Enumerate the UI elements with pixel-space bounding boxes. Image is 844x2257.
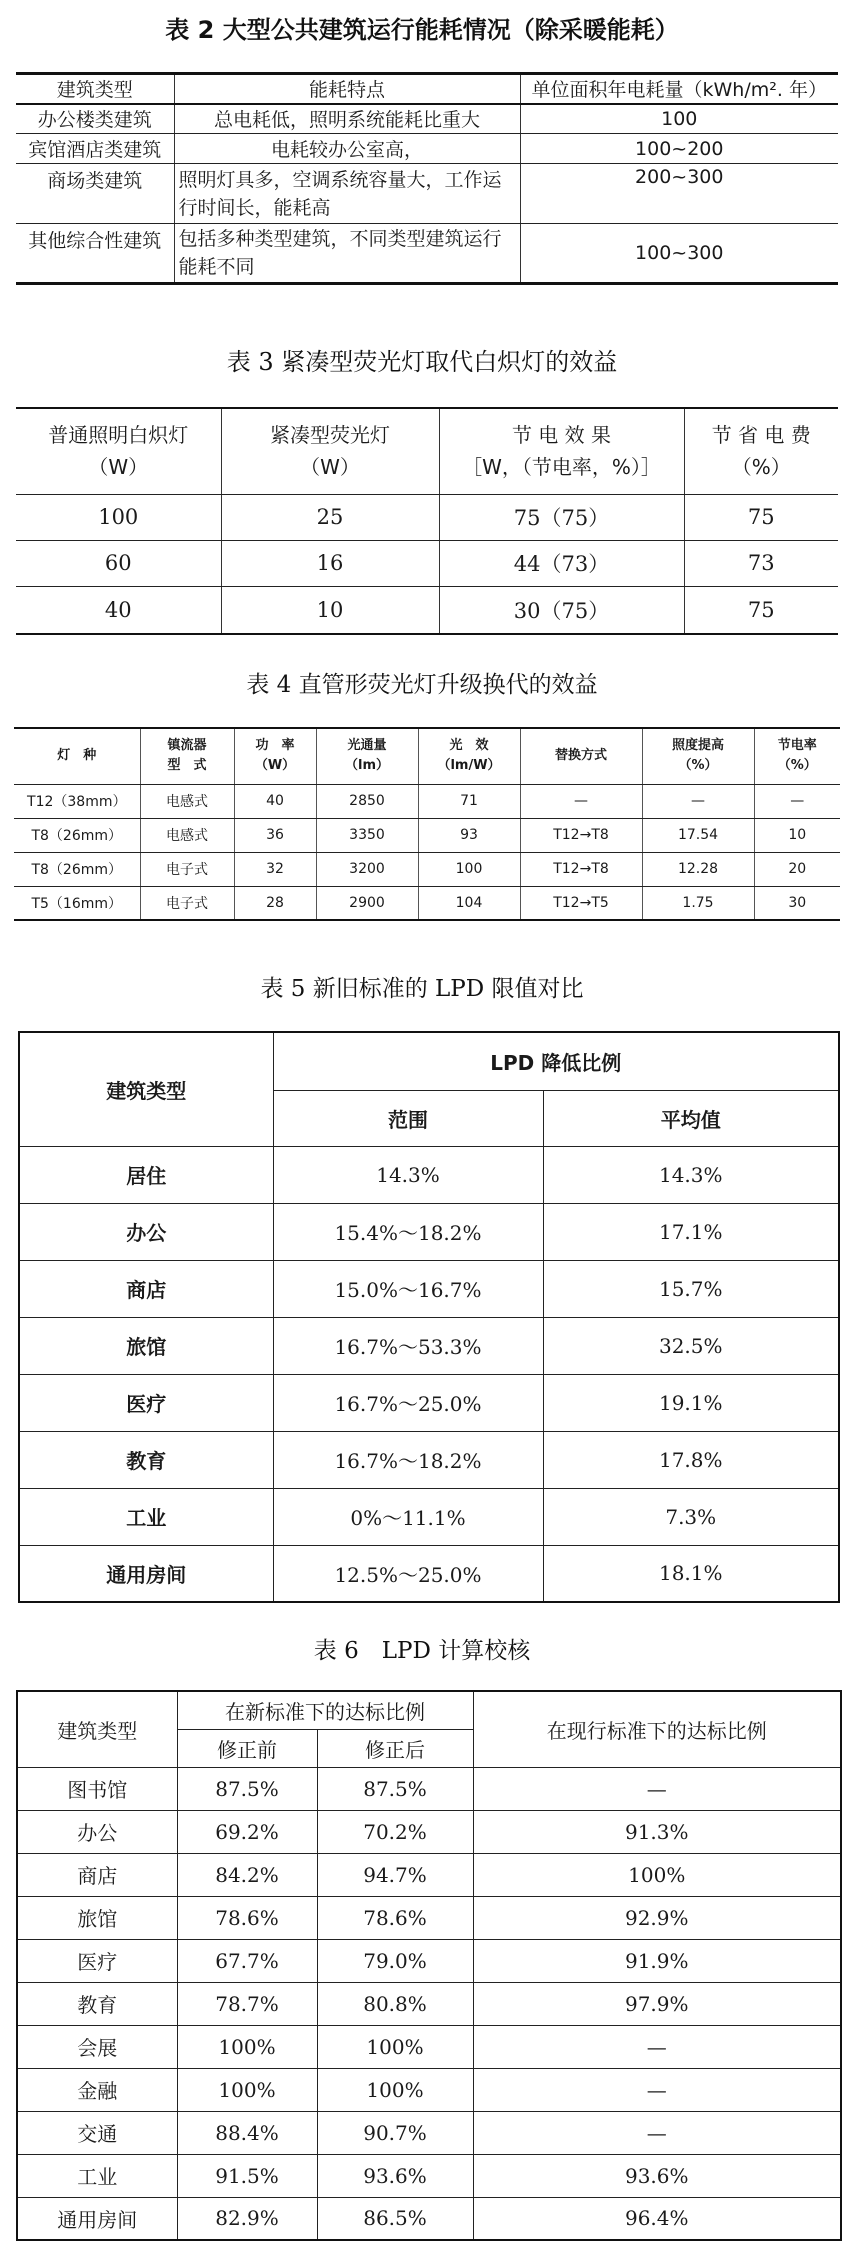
- table5-cell: 18.1%: [543, 1545, 839, 1602]
- table-row: [17, 1939, 841, 1982]
- table6-cell: 旅馆: [17, 1896, 177, 1939]
- header-line: 灯 种: [57, 748, 97, 764]
- table3-cell: 60: [16, 540, 221, 586]
- table3-cell: 100: [16, 494, 221, 540]
- table4-cell: —: [642, 784, 754, 818]
- table-row: [14, 852, 840, 886]
- table5-cell: 17.8%: [543, 1431, 839, 1488]
- table4-caption: 表 4 直管形荧光灯升级换代的效益: [246, 672, 598, 698]
- table6-cell: 图书馆: [17, 1767, 177, 1810]
- table-row: [17, 1982, 841, 2025]
- table5-cell: 教育: [19, 1431, 273, 1488]
- table6-cell: 97.9%: [473, 1982, 841, 2025]
- table2-cell: 宾馆酒店类建筑: [16, 134, 174, 164]
- table2-header-consumption: 单位面积年电耗量（kWh/m². 年）: [520, 74, 838, 104]
- table5-header-group: LPD 降低比例: [273, 1032, 839, 1090]
- table3-cell: 75: [684, 586, 838, 634]
- table6-cell: 会展: [17, 2025, 177, 2068]
- table5-cell: 16.7%～18.2%: [273, 1431, 543, 1488]
- table5-cell: 16.7%～53.3%: [273, 1317, 543, 1374]
- table6-cell: 80.8%: [317, 1982, 473, 2025]
- table-row: [19, 1203, 839, 1260]
- table-row: [17, 1810, 841, 1853]
- table2-header-type: 建筑类型: [16, 74, 174, 104]
- header-line: 光 效: [449, 738, 489, 754]
- table6-cell: —: [473, 2111, 841, 2154]
- table6-cell: 67.7%: [177, 1939, 317, 1982]
- table4-header-efficacy: [418, 728, 520, 784]
- table6-cell: 工业: [17, 2154, 177, 2197]
- table4-header-illum: [642, 728, 754, 784]
- table4-cell: T12→T5: [520, 886, 642, 920]
- header-line: 镇流器: [167, 738, 207, 754]
- table5-cell: 办公: [19, 1203, 273, 1260]
- table6-cell: 87.5%: [177, 1767, 317, 1810]
- table-row: [17, 2154, 841, 2197]
- table2-cell: 其他综合性建筑: [16, 224, 174, 284]
- table4-cell: T12→T8: [520, 818, 642, 852]
- table6-cell: —: [473, 1767, 841, 1810]
- table6-header-type: 建筑类型: [17, 1691, 177, 1767]
- header-unit: （W）: [88, 455, 149, 480]
- table3-cell: 44（73）: [439, 540, 684, 586]
- table5-cell: 14.3%: [543, 1146, 839, 1203]
- table5-cell: 14.3%: [273, 1146, 543, 1203]
- table2-cell: 商场类建筑: [16, 164, 174, 224]
- table2-cell: 100: [520, 104, 838, 134]
- table-row: [16, 104, 838, 134]
- table4-cell: 电感式: [140, 818, 234, 852]
- table4-header-lamp: [14, 728, 140, 784]
- table4-cell: 93: [418, 818, 520, 852]
- table-row: [19, 1545, 839, 1602]
- table-row: [19, 1488, 839, 1545]
- table6-cell: 93.6%: [317, 2154, 473, 2197]
- table4-cell: 3200: [316, 852, 418, 886]
- table4-cell: 2850: [316, 784, 418, 818]
- table-row: [17, 2197, 841, 2240]
- table4-cell: 17.54: [642, 818, 754, 852]
- table5-cell: 工业: [19, 1488, 273, 1545]
- table2-header-feature: 能耗特点: [174, 74, 520, 104]
- header-unit: （W）: [254, 758, 296, 774]
- table-row: [16, 586, 838, 634]
- header-line: 照度提高: [671, 738, 724, 754]
- table5-cell: 12.5%～25.0%: [273, 1545, 543, 1602]
- header-unit: 型 式: [167, 758, 207, 774]
- table3-header-cfl: [221, 408, 439, 494]
- table6-cell: 100%: [177, 2025, 317, 2068]
- table4-cell: T8（26mm）: [14, 818, 140, 852]
- table6-cell: 69.2%: [177, 1810, 317, 1853]
- header-unit: ［W，（节电率，%）］: [462, 455, 661, 480]
- table5: [18, 1031, 840, 1603]
- header-unit: （%）: [777, 758, 817, 774]
- table6-cell: 88.4%: [177, 2111, 317, 2154]
- table-row: [19, 1374, 839, 1431]
- header-line: 紧凑型荧光灯: [270, 423, 390, 448]
- table2-caption: 表 2 大型公共建筑运行能耗情况（除采暖能耗）: [165, 16, 679, 44]
- table5-cell: 32.5%: [543, 1317, 839, 1374]
- table-row: [17, 1767, 841, 1810]
- table6-cell: 商店: [17, 1853, 177, 1896]
- table6-cell: 91.3%: [473, 1810, 841, 1853]
- table3-cell: 16: [221, 540, 439, 586]
- table6-caption: 表 6 LPD 计算校核: [313, 1638, 531, 1664]
- table4-cell: T5（16mm）: [14, 886, 140, 920]
- table6-cell: 通用房间: [17, 2197, 177, 2240]
- table6-cell: 交通: [17, 2111, 177, 2154]
- table4-cell: 2900: [316, 886, 418, 920]
- table2-cell: 100~300: [520, 224, 838, 284]
- table-row: [19, 1146, 839, 1203]
- header-line: 光通量: [347, 738, 387, 754]
- table6-cell: 91.5%: [177, 2154, 317, 2197]
- table3-cell: 25: [221, 494, 439, 540]
- table4-cell: 3350: [316, 818, 418, 852]
- table-row: [16, 164, 838, 224]
- table3-cell: 30（75）: [439, 586, 684, 634]
- table-row: [17, 2111, 841, 2154]
- table4-header-saving: [754, 728, 840, 784]
- table2: [16, 72, 838, 285]
- header-unit: （lm/W）: [437, 758, 501, 774]
- table-row: [19, 1260, 839, 1317]
- table4-cell: T8（26mm）: [14, 852, 140, 886]
- table5-cell: 旅馆: [19, 1317, 273, 1374]
- table5-cell: 16.7%～25.0%: [273, 1374, 543, 1431]
- table6-cell: 100%: [317, 2068, 473, 2111]
- table3-header-incandescent: [16, 408, 221, 494]
- table4-cell: 12.28: [642, 852, 754, 886]
- table5-cell: 通用房间: [19, 1545, 273, 1602]
- table6-cell: 93.6%: [473, 2154, 841, 2197]
- table2-cell: 照明灯具多，空调系统容量大，工作运行时间长，能耗高: [174, 164, 520, 224]
- table4-cell: 30: [754, 886, 840, 920]
- table-row: [14, 818, 840, 852]
- table6-cell: 78.6%: [317, 1896, 473, 1939]
- table5-cell: 商店: [19, 1260, 273, 1317]
- table6-cell: 100%: [473, 1853, 841, 1896]
- table-row: [16, 134, 838, 164]
- table6-cell: 医疗: [17, 1939, 177, 1982]
- table4-cell: 电子式: [140, 852, 234, 886]
- table4-cell: 104: [418, 886, 520, 920]
- table-row: [19, 1317, 839, 1374]
- table5-cell: 15.7%: [543, 1260, 839, 1317]
- table3-cell: 40: [16, 586, 221, 634]
- table4-cell: —: [754, 784, 840, 818]
- table4-cell: 20: [754, 852, 840, 886]
- table3-cell: 73: [684, 540, 838, 586]
- table6-cell: —: [473, 2068, 841, 2111]
- table3-cell: 75: [684, 494, 838, 540]
- table3-header-saving: [439, 408, 684, 494]
- table5-cell: 0%～11.1%: [273, 1488, 543, 1545]
- table2-cell: 200~300: [520, 164, 838, 224]
- table4-cell: 71: [418, 784, 520, 818]
- header-line: 普通照明白炽灯: [48, 423, 189, 448]
- table5-cell: 15.4%～18.2%: [273, 1203, 543, 1260]
- header-line: 替换方式: [554, 748, 607, 764]
- table-row: [14, 886, 840, 920]
- table5-header-range: 范围: [273, 1090, 543, 1146]
- table6-cell: 金融: [17, 2068, 177, 2111]
- table6-cell: 94.7%: [317, 1853, 473, 1896]
- table4-cell: T12（38mm）: [14, 784, 140, 818]
- table-row: [16, 494, 838, 540]
- table6-cell: —: [473, 2025, 841, 2068]
- table6-header-new: 在新标准下的达标比例: [177, 1691, 473, 1729]
- header-line: 节电率: [777, 738, 817, 754]
- header-line: 功 率: [255, 738, 295, 754]
- header-unit: （%）: [678, 758, 718, 774]
- table-row: [17, 2068, 841, 2111]
- table5-header-type: 建筑类型: [19, 1032, 273, 1146]
- table5-header-avg: 平均值: [543, 1090, 839, 1146]
- table4-header-replace: [520, 728, 642, 784]
- table6-cell: 100%: [177, 2068, 317, 2111]
- table3-cell: 10: [221, 586, 439, 634]
- header-line: 节 省 电 费: [711, 423, 811, 448]
- table-row: [17, 2025, 841, 2068]
- table5-cell: 居住: [19, 1146, 273, 1203]
- table6-cell: 91.9%: [473, 1939, 841, 1982]
- table4-header-power: [234, 728, 316, 784]
- table4: [14, 727, 840, 921]
- table6-cell: 87.5%: [317, 1767, 473, 1810]
- header-unit: （%）: [731, 455, 791, 480]
- table6-cell: 78.7%: [177, 1982, 317, 2025]
- table3-cell: 75（75）: [439, 494, 684, 540]
- table-row: [17, 1896, 841, 1939]
- table4-cell: T12→T8: [520, 852, 642, 886]
- table4-cell: —: [520, 784, 642, 818]
- header-unit: （lm）: [344, 758, 389, 774]
- table6-cell: 86.5%: [317, 2197, 473, 2240]
- header-unit: （W）: [300, 455, 360, 480]
- table2-cell: 100~200: [520, 134, 838, 164]
- table6-header-current: 在现行标准下的达标比例: [473, 1691, 841, 1767]
- table6-cell: 78.6%: [177, 1896, 317, 1939]
- table6-cell: 79.0%: [317, 1939, 473, 1982]
- table5-cell: 19.1%: [543, 1374, 839, 1431]
- table4-cell: 电子式: [140, 886, 234, 920]
- table4-cell: 28: [234, 886, 316, 920]
- table5-cell: 17.1%: [543, 1203, 839, 1260]
- table3-caption: 表 3 紧凑型荧光灯取代白炽灯的效益: [226, 348, 618, 376]
- table5-cell: 7.3%: [543, 1488, 839, 1545]
- table4-cell: 电感式: [140, 784, 234, 818]
- table3-header-cost: [684, 408, 838, 494]
- table6-cell: 96.4%: [473, 2197, 841, 2240]
- table5-cell: 医疗: [19, 1374, 273, 1431]
- table2-cell: 包括多种类型建筑，不同类型建筑运行能耗不同: [174, 224, 520, 284]
- table6-cell: 84.2%: [177, 1853, 317, 1896]
- table4-cell: 32: [234, 852, 316, 886]
- table6: [16, 1690, 842, 2241]
- table6-cell: 90.7%: [317, 2111, 473, 2154]
- table3: [16, 407, 838, 635]
- header-line: 节 电 效 果: [511, 423, 612, 448]
- table-row: [16, 540, 838, 586]
- table5-cell: 15.0%～16.7%: [273, 1260, 543, 1317]
- table-row: [16, 224, 838, 284]
- table-row: [17, 1853, 841, 1896]
- table2-cell: 电耗较办公室高，: [174, 134, 520, 164]
- table6-header-before: 修正前: [177, 1729, 317, 1767]
- table2-cell: 总电耗低，照明系统能耗比重大: [174, 104, 520, 134]
- table4-header-flux: [316, 728, 418, 784]
- table4-cell: 40: [234, 784, 316, 818]
- table4-cell: 1.75: [642, 886, 754, 920]
- table5-caption: 表 5 新旧标准的 LPD 限值对比: [260, 976, 584, 1002]
- table6-cell: 82.9%: [177, 2197, 317, 2240]
- table-row: [19, 1431, 839, 1488]
- table6-header-after: 修正后: [317, 1729, 473, 1767]
- table-row: [14, 784, 840, 818]
- table4-cell: 36: [234, 818, 316, 852]
- table6-cell: 办公: [17, 1810, 177, 1853]
- table2-cell: 办公楼类建筑: [16, 104, 174, 134]
- table6-cell: 70.2%: [317, 1810, 473, 1853]
- table4-cell: 10: [754, 818, 840, 852]
- table6-cell: 92.9%: [473, 1896, 841, 1939]
- table4-header-ballast: [140, 728, 234, 784]
- table6-cell: 100%: [317, 2025, 473, 2068]
- table6-cell: 教育: [17, 1982, 177, 2025]
- table4-cell: 100: [418, 852, 520, 886]
